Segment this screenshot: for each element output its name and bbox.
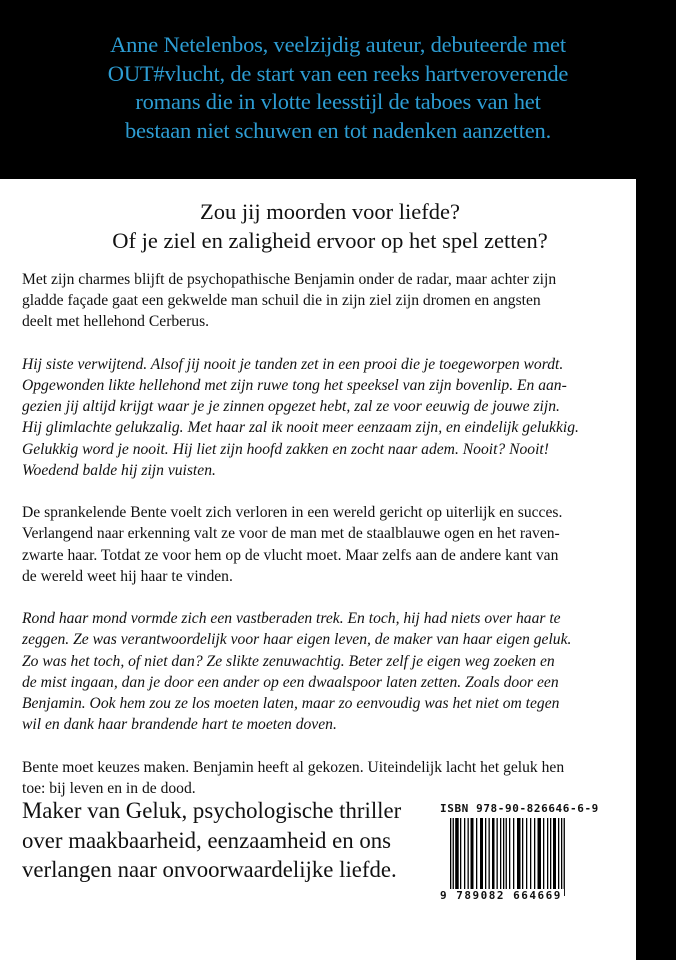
- text-line: zeggen. Ze was verantwoordelijk voor haar eigen leven, de maker van haar eigen geluk.: [22, 631, 572, 649]
- author-blurb-line: OUT#vlucht, de start van een reeks hartveroverende: [107, 60, 569, 86]
- author-blurb-line: romans die in vlotte leesstijl de taboes van het: [135, 89, 541, 114]
- cover-heading: [0, 197, 660, 255]
- synopsis: [22, 269, 622, 820]
- excerpt-paragraph-benjamin: [22, 354, 622, 481]
- barcode-bars-icon: [450, 818, 566, 896]
- text-line: wil en dank haar brandende hart te moeten doven.: [22, 716, 337, 734]
- text-line: zwarte haar. Totdat ze voor hem op de vlucht moet. Maar zelfs aan de andere kant van: [22, 546, 559, 564]
- text-line: deelt met hellehond Cerberus.: [22, 313, 210, 331]
- isbn-barcode: [440, 802, 599, 908]
- text-line: de wereld weet hij haar te vinden.: [22, 567, 233, 585]
- text-line: Zo was het toch, of niet dan? Ze slikte zenuwachtig. Beter zelf je eigen weg zoeken en: [22, 652, 555, 670]
- synopsis-paragraph-benjamin: [22, 269, 622, 333]
- text-line: gezien jij altijd krijgt waar je je zinnen opgezet hebt, zal ze voor eeuwig de jouwe zijn.: [22, 398, 560, 416]
- text-line: Gelukkig word je nooit. Hij liet zijn hoofd zakken en zocht naar adem. Nooit? Nooit!: [22, 440, 549, 458]
- author-blurb-line: Anne Netelenbos, veelzijdig auteur, debuteerde met: [110, 32, 566, 57]
- text-line: toe: bij leven en in de dood.: [22, 779, 196, 797]
- isbn-label: ISBN 978-90-826646-6-9: [440, 802, 599, 815]
- tagline-line: Maker van Geluk, psychologische thriller: [22, 798, 402, 823]
- heading-line: Zou jij moorden voor liefde?: [200, 199, 460, 224]
- author-blurb-line: bestaan niet schuwen en tot nadenken aanzetten.: [124, 117, 552, 143]
- text-line: De sprankelende Bente voelt zich verloren in een wereld gericht op uiterlijk en succes.: [22, 504, 563, 522]
- text-line: Benjamin. Ook hem zou ze los moeten laten, maar zo eenvoudig was het niet om tegen: [22, 695, 560, 713]
- ean-digits: 9 789082 664669: [440, 889, 562, 902]
- text-line: de mist ingaan, dan je door een ander op een dwaalspoor laten zetten. Zoals door een: [22, 673, 559, 691]
- text-line: Hij glimlachte gelukzalig. Met haar zal ik nooit meer eenzaam zijn, en eindelijk gelukkig.: [22, 419, 579, 437]
- synopsis-paragraph-bente: [22, 502, 622, 587]
- text-line: Opgewonden likte hellehond met zijn ruwe tong het speeksel van zijn bovenlip. En aan-: [22, 377, 567, 394]
- text-line: Rond haar mond vormde zich een vastberaden trek. En toch, hij had niets over haar te: [22, 610, 561, 628]
- text-line: Woedend balde hij zijn vuisten.: [22, 461, 216, 479]
- tagline-line: verlangen naar onvoorwaardelijke liefde.: [22, 857, 397, 882]
- text-line: Met zijn charmes blijft de psychopathische Benjamin onder de radar, maar achter zijn: [22, 271, 557, 288]
- text-line: gladde façade gaat een gekwelde man schuil die in zijn ziel zijn dromen en angsten: [22, 292, 541, 310]
- excerpt-paragraph-bente: [22, 608, 622, 735]
- heading-line: Of je ziel en zaligheid ervoor op het spel zetten?: [112, 228, 548, 253]
- synopsis-paragraph-conclusion: [22, 757, 622, 799]
- tagline-line: over maakbaarheid, eenzaamheid en ons: [22, 827, 392, 853]
- text-line: Verlangend naar erkenning valt ze voor de man met de staalblauwe ogen en het raven-: [22, 525, 560, 543]
- author-blurb: [0, 31, 676, 145]
- text-line: Bente moet keuzes maken. Benjamin heeft al gekozen. Uiteindelijk lacht het geluk hen: [22, 758, 565, 776]
- back-cover-panel: [0, 179, 636, 960]
- tagline: [22, 796, 401, 885]
- text-line: Hij siste verwijtend. Alsof jij nooit je tanden zet in een prooi die je toegeworpen wordt.: [22, 355, 564, 373]
